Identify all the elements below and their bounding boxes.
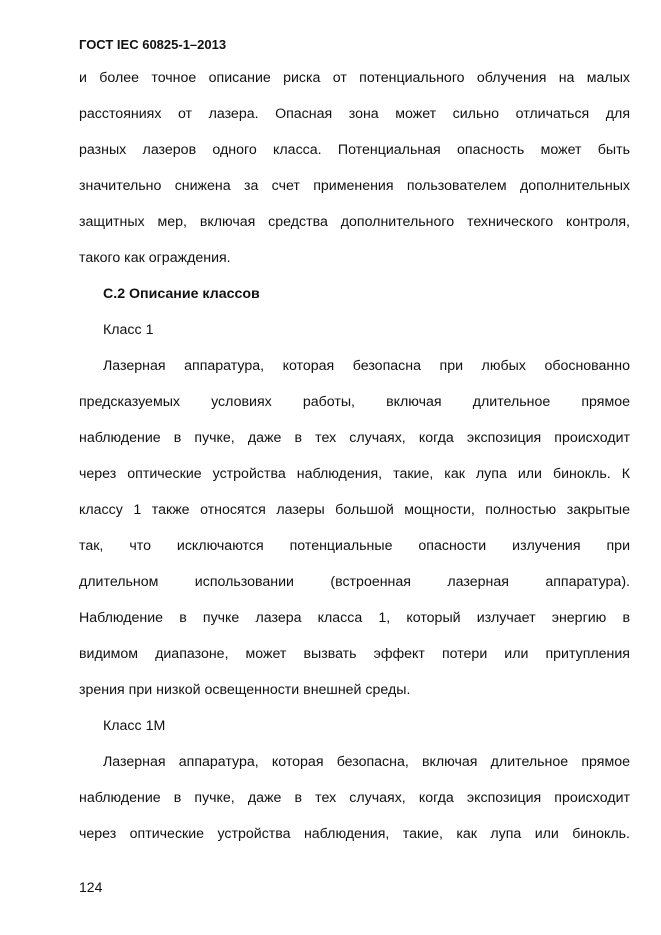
paragraph-line: разных лазеров одного класса. Потенциальная опасность может быть xyxy=(79,142,630,158)
paragraph-line: так, что исключаются потенциальные опасности излучения при xyxy=(79,538,630,554)
paragraph-line: через оптические устройства наблюдения, такие, как лупа или бинокль. К xyxy=(79,466,630,482)
paragraph-line: зрения при низкой освещенности внешней среды. xyxy=(79,682,411,698)
paragraph-line: Лазерная аппаратура, которая безопасна, включая длительное прямое xyxy=(103,754,630,770)
page-number: 124 xyxy=(79,879,103,895)
class-heading: Класс 1 xyxy=(103,322,154,338)
paragraph-line: Наблюдение в пучке лазера класса 1, который излучает энергию в xyxy=(79,610,630,626)
section-heading: С.2 Описание классов xyxy=(103,286,260,302)
class-heading: Класс 1М xyxy=(103,718,166,734)
paragraph-line: наблюдение в пучке, даже в тех случаях, когда экспозиция происходит xyxy=(79,430,630,446)
paragraph-line: предсказуемых условиях работы, включая длительное прямое xyxy=(79,394,630,410)
paragraph-line: наблюдение в пучке, даже в тех случаях, когда экспозиция происходит xyxy=(79,790,630,806)
paragraph-line: расстояниях от лазера. Опасная зона может сильно отличаться для xyxy=(79,106,630,122)
paragraph-line: через оптические устройства наблюдения, такие, как лупа или бинокль. xyxy=(79,826,630,842)
paragraph-line: такого как ограждения. xyxy=(79,250,231,266)
standard-header: ГОСТ IEC 60825-1–2013 xyxy=(79,37,227,52)
paragraph-line: значительно снижена за счет применения пользователем дополнительных xyxy=(79,178,630,194)
paragraph-line: защитных мер, включая средства дополнительного технического контроля, xyxy=(79,214,630,230)
paragraph-line: видимом диапазоне, может вызвать эффект потери или притупления xyxy=(79,646,630,662)
paragraph-line: длительном использовании (встроенная лазерная аппаратура). xyxy=(79,574,630,590)
paragraph-line: Лазерная аппаратура, которая безопасна при любых обоснованно xyxy=(103,358,630,374)
paragraph-line: и более точное описание риска от потенциального облучения на малых xyxy=(79,70,630,86)
paragraph-line: классу 1 также относятся лазеры большой мощности, полностью закрытые xyxy=(79,502,630,518)
